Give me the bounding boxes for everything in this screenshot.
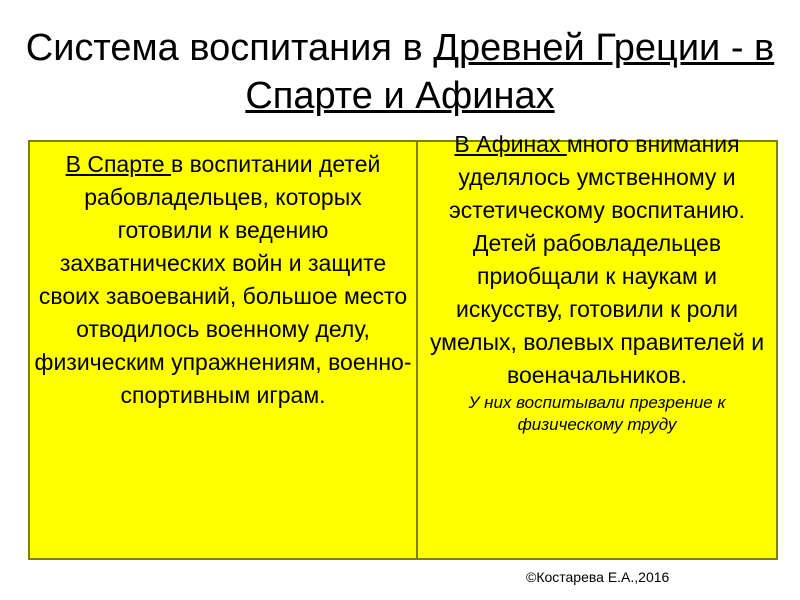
title-part-1: Система воспитания в [25,27,434,69]
athens-column [418,128,776,544]
athens-note: У них воспитывали презрение к физическому труду [468,393,726,434]
sparta-lead: В Спарте [65,151,171,177]
athens-lead: В Афинах [454,131,567,157]
sparta-column [30,142,416,558]
slide-title [0,24,800,120]
title-part-2: Древней Греции - в Спарте и Афинах [245,27,775,117]
copyright: ©Костарева Е.А.,2016 [526,569,670,585]
athens-text: много внимания уделялось умственному и эстетическому воспитанию. Детей рабовладельцев приобщали к наукам и искусству, готовили к роли умелых, волевых правителей и военачальников. [429,131,765,388]
sparta-text: в воспитании детей рабовладельцев, которых готовили к ведению захватнических войн и защите своих завоеваний, большое место отводилось военному делу, физическим упражнениям, военно-спортивным играм. [34,151,412,408]
comparison-table [28,131,778,560]
